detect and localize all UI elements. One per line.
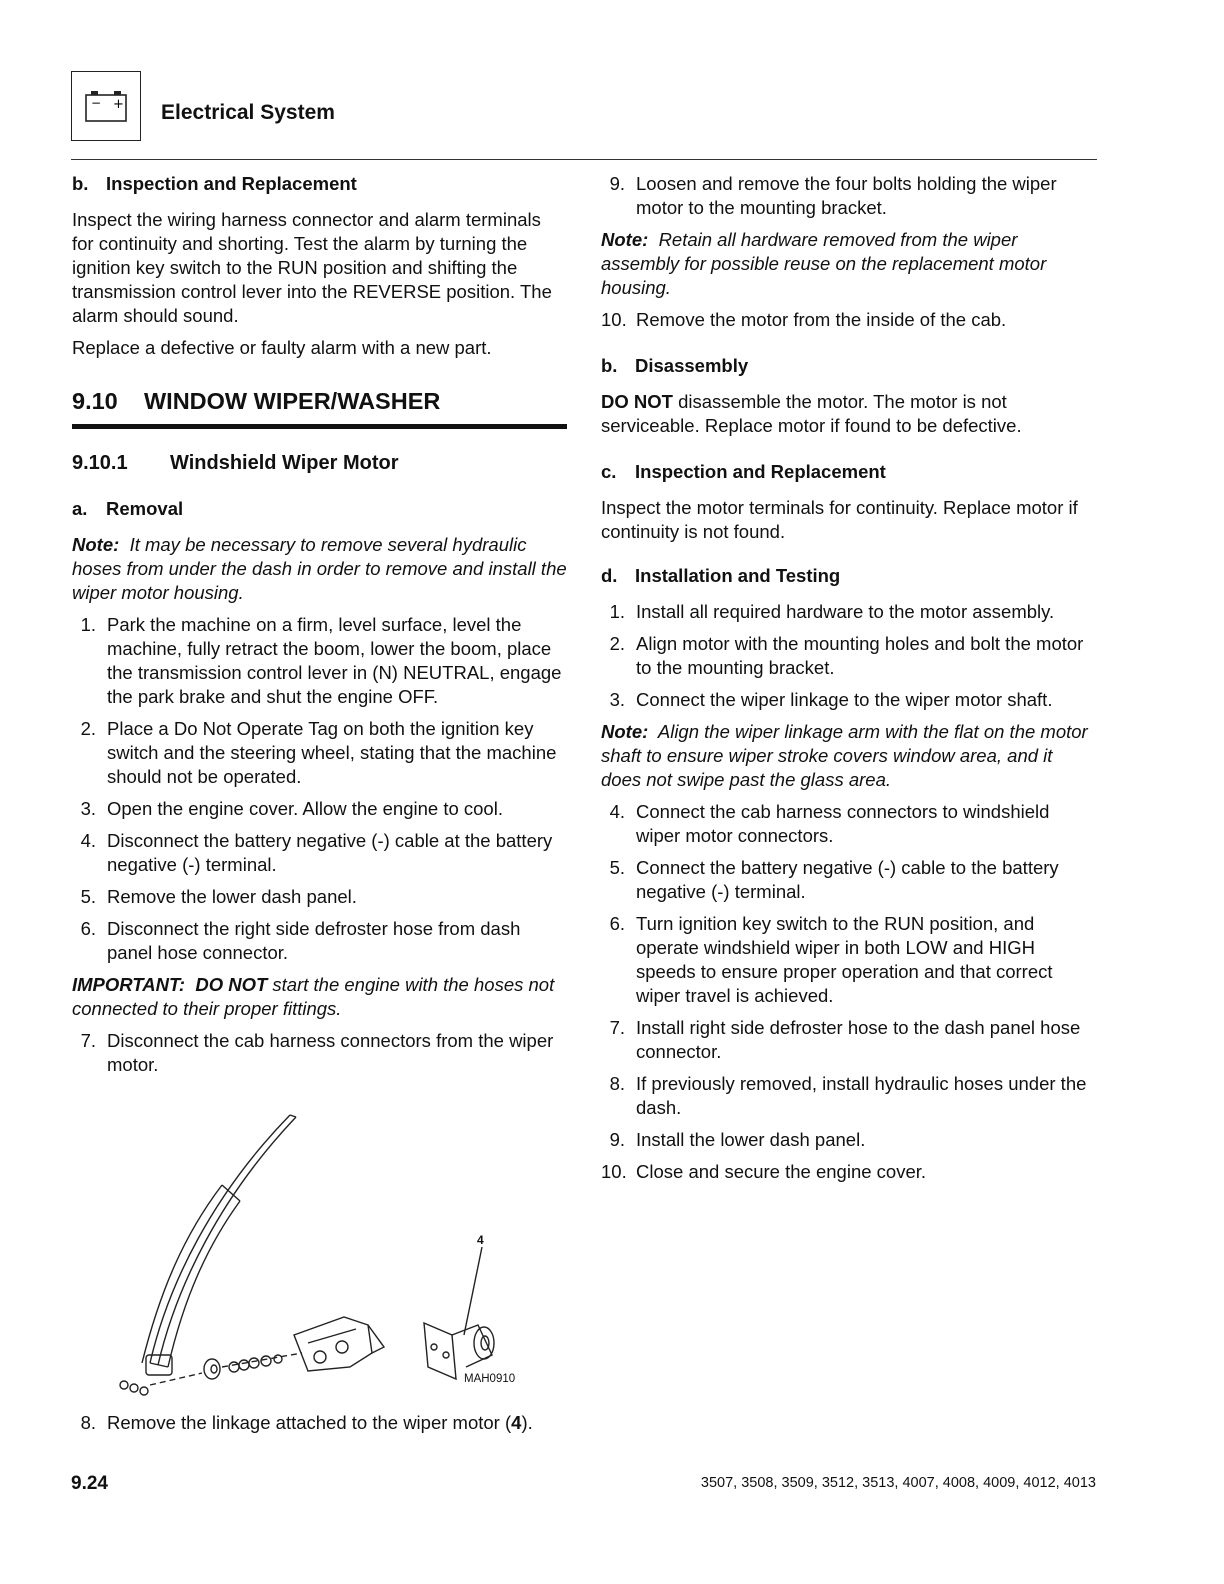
list-item: 9. Loosen and remove the four bolts holding the wiper motor to the mounting bracket. (609, 173, 1057, 218)
heading-text: Removal (106, 498, 184, 519)
note-label: Note: (72, 534, 120, 555)
model-numbers: 3507, 3508, 3509, 3512, 3513, 4007, 4008, 4009, 4012, 4013 (700, 1475, 1096, 1491)
note-text: Retain all hardware removed from the wiper assembly for possible reuse on the replacement motor housing. (601, 229, 1047, 298)
list-item: 9. Install the lower dash panel. (609, 1129, 866, 1150)
list-item: 2. Place a Do Not Operate Tag on both the ignition key switch and the steering wheel, stating that the machine should not be operated. (80, 718, 557, 787)
list-item: 5. Connect the battery negative (-) cable to the battery negative (-) terminal. (609, 857, 1059, 902)
heading-label: a. (72, 498, 88, 519)
list-item: 8. Remove the linkage attached to the wiper motor (4). (80, 1412, 533, 1433)
page-header (71, 71, 1097, 161)
installation-steps (601, 600, 1097, 712)
disassembly-paragraph (601, 390, 1097, 438)
removal-steps (72, 613, 567, 965)
section-text: WINDOW WIPER/WASHER (144, 388, 441, 414)
header-divider (71, 159, 1097, 160)
section-title (72, 386, 567, 429)
subsection-title (72, 451, 567, 475)
heading-text: Inspection and Replacement (635, 461, 886, 482)
left-column (72, 172, 567, 1443)
wiper-assembly-illustration (72, 1085, 567, 1403)
subsection-number: 9.10.1 (72, 452, 128, 474)
do-not-bold: DO NOT (601, 391, 673, 412)
list-item: 8. If previously removed, install hydraulic hoses under the dash. (609, 1073, 1087, 1118)
list-item: 10. Remove the motor from the inside of the cab. (601, 309, 1007, 330)
list-item: 7. Disconnect the cab harness connectors from the wiper motor. (80, 1030, 554, 1075)
motor-inspection-paragraph: Inspect the motor terminals for continuity. Replace motor if continuity is not found. (601, 497, 1078, 542)
removal-heading (72, 497, 567, 521)
list-item: 6. Turn ignition key switch to the RUN position, and operate windshield wiper in both LOW and HIGH speeds to ensure proper operation and that correct wiper travel is achieved. (609, 913, 1053, 1006)
disassembly-text: disassemble the motor. The motor is not serviceable. Replace motor if found to be defective. (601, 391, 1022, 436)
heading-label: d. (601, 565, 618, 586)
note-text: Align the wiper linkage arm with the flat on the motor shaft to ensure wiper stroke covers window area, and it does not swipe past the glass area. (601, 721, 1088, 790)
heading-label: b. (601, 355, 618, 376)
important-text: start the engine with the hoses not connected to their proper fittings. (72, 974, 555, 1019)
note-label: Note: (601, 229, 649, 250)
replace-paragraph: Replace a defective or faulty alarm with a new part. (72, 337, 492, 358)
list-item: 6. Disconnect the right side defroster hose from dash panel hose connector. (80, 918, 521, 963)
installation-heading (601, 564, 1097, 588)
removal-steps-right-cont (601, 308, 1097, 332)
inspection-heading (72, 172, 567, 196)
battery-plus: + (113, 97, 124, 112)
inspection-paragraph: Inspect the wiring harness connector and alarm terminals for continuity and shorting. Test the alarm by turning the ignition key switch to the RUN position and shifting the transmission control lever into the REVERSE position. The alarm should sound. (72, 209, 552, 326)
list-item: 1. Install all required hardware to the motor assembly. (609, 601, 1055, 622)
important-label: IMPORTANT: (72, 974, 186, 995)
list-item: 5. Remove the lower dash panel. (80, 886, 357, 907)
removal-steps-cont (72, 1029, 567, 1077)
installation-steps-cont (601, 800, 1097, 1184)
list-item: 3. Open the engine cover. Allow the engine to cool. (80, 798, 503, 819)
list-item: 4. Disconnect the battery negative (-) cable at the battery negative (-) terminal. (80, 830, 553, 875)
disassembly-heading (601, 354, 1097, 378)
motor-inspection-heading (601, 460, 1097, 484)
note-label: Note: (601, 721, 649, 742)
subsection-text: Windshield Wiper Motor (170, 452, 399, 474)
list-item: 7. Install right side defroster hose to the dash panel hose connector. (609, 1017, 1081, 1062)
note-hydraulic-hoses (72, 533, 567, 605)
heading-label: c. (601, 461, 617, 482)
note-text: It may be necessary to remove several hydraulic hoses from under the dash in order to remove and install the wiper motor housing. (72, 534, 567, 603)
figure-code: MAH0910 (464, 1373, 516, 1385)
removal-steps-right (601, 172, 1097, 220)
page-number: 9.24 (71, 1473, 108, 1494)
important-bold: DO NOT (195, 974, 268, 995)
note-linkage-arm (601, 720, 1097, 792)
heading-label: b. (72, 173, 89, 194)
right-column (601, 172, 1097, 1192)
important-note (72, 973, 567, 1021)
battery-minus: − (91, 96, 102, 110)
heading-text: Inspection and Replacement (106, 173, 357, 194)
wiper-assembly-figure (72, 1085, 567, 1403)
list-item: 10. Close and secure the engine cover. (601, 1161, 927, 1182)
list-item: 2. Align motor with the mounting holes and bolt the motor to the mounting bracket. (609, 633, 1084, 678)
heading-text: Disassembly (635, 355, 749, 376)
battery-icon (82, 88, 130, 124)
heading-text: Installation and Testing (635, 565, 841, 586)
list-item: 3. Connect the wiper linkage to the wiper motor shaft. (609, 689, 1053, 710)
list-item: 1. Park the machine on a firm, level surface, level the machine, fully retract the boom, lower the boom, place the transmission control lever in (N) NEUTRAL, engage the park brake and shut the engine OFF. (80, 614, 562, 707)
battery-icon-box (71, 71, 141, 141)
removal-steps-final (72, 1411, 567, 1435)
figure-callout: 4 (477, 1233, 484, 1247)
list-item: 4. Connect the cab harness connectors to windshield wiper motor connectors. (609, 801, 1050, 846)
section-number: 9.10 (72, 388, 118, 414)
header-title: Electrical System (161, 101, 335, 124)
note-retain-hardware (601, 228, 1097, 300)
